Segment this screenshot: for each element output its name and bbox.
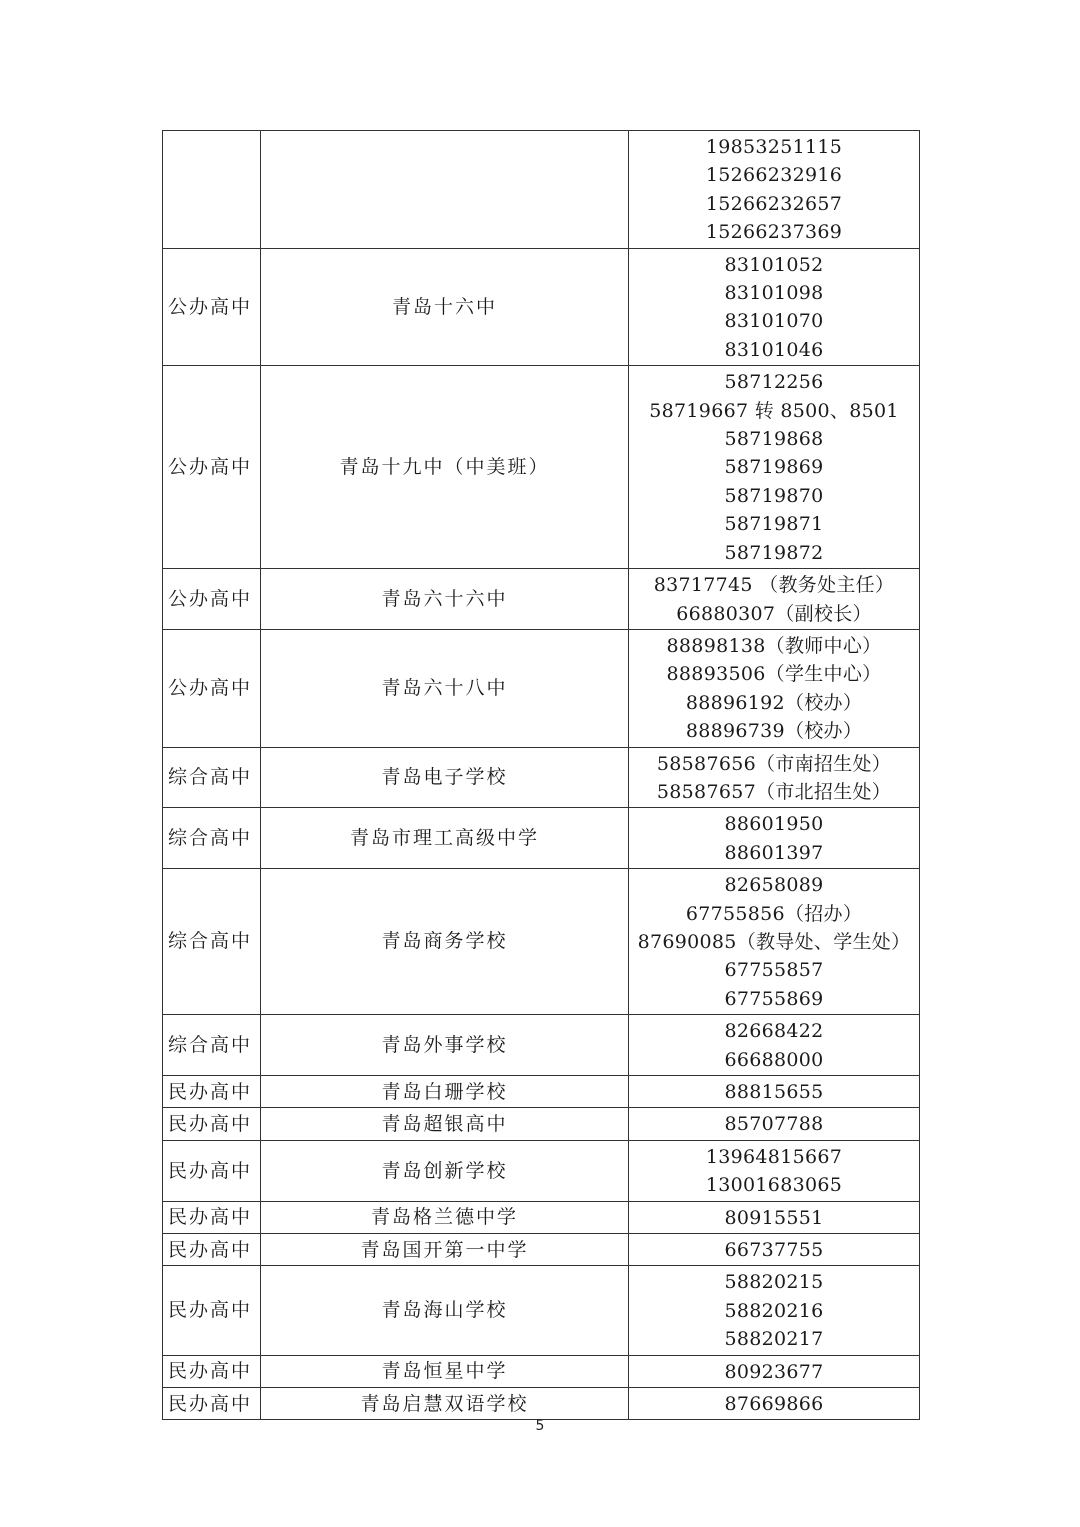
phone-number: 83101070 (724, 310, 824, 333)
phone-number: 83717745 （教务处主任） (653, 574, 895, 597)
phone-cell (629, 248, 920, 366)
phone-cell (629, 366, 920, 569)
table-row (163, 747, 920, 808)
phone-number: 82668422 (724, 1020, 824, 1043)
school-name-cell: 青岛白珊学校 (261, 1076, 629, 1108)
table-row (163, 366, 920, 569)
phone-cell (629, 1015, 920, 1076)
school-name-cell: 青岛海山学校 (261, 1266, 629, 1355)
school-name-cell: 青岛商务学校 (261, 869, 629, 1015)
phone-cell (629, 869, 920, 1015)
phone-number: 87690085（教导处、学生处） (637, 930, 911, 953)
school-type-cell: 民办高中 (163, 1201, 261, 1233)
school-type-cell: 公办高中 (163, 629, 261, 747)
phone-number: 13964815667 (705, 1145, 843, 1168)
phone-number: 88896739（校办） (685, 720, 863, 743)
school-type-cell: 综合高中 (163, 747, 261, 808)
phone-number: 82658089 (724, 874, 824, 897)
phone-number: 80923677 (724, 1360, 824, 1383)
table-row (163, 1388, 920, 1420)
phone-number: 19853251115 (705, 136, 843, 158)
school-type-cell (163, 131, 261, 249)
table-row (163, 131, 920, 249)
phone-number: 88601950 (724, 813, 824, 836)
phone-cell (629, 1355, 920, 1387)
table-row (163, 1234, 920, 1266)
school-type-cell: 民办高中 (163, 1140, 261, 1201)
school-name-cell: 青岛超银高中 (261, 1108, 629, 1140)
table-row (163, 629, 920, 747)
table-row (163, 569, 920, 630)
phone-cell (629, 569, 920, 630)
phone-cell (629, 1234, 920, 1266)
school-name-cell: 青岛恒星中学 (261, 1355, 629, 1387)
phone-number: 15266232916 (705, 164, 843, 187)
phone-number: 83101046 (724, 338, 824, 361)
phone-number: 58719871 (724, 513, 824, 536)
school-type-cell: 民办高中 (163, 1266, 261, 1355)
phone-number: 88896192（校办） (685, 691, 863, 714)
phone-cell (629, 1140, 920, 1201)
phone-number: 58820217 (724, 1328, 824, 1351)
phone-cell (629, 131, 920, 249)
school-type-cell: 民办高中 (163, 1355, 261, 1387)
school-type-cell: 公办高中 (163, 569, 261, 630)
phone-number: 58719869 (724, 456, 824, 479)
phone-cell (629, 1266, 920, 1355)
phone-number: 58719868 (724, 428, 824, 451)
school-name-cell (261, 131, 629, 249)
table-row (163, 1266, 920, 1355)
school-type-cell: 民办高中 (163, 1234, 261, 1266)
school-name-cell: 青岛十九中（中美班） (261, 366, 629, 569)
school-type-cell: 公办高中 (163, 366, 261, 569)
table-row (163, 1015, 920, 1076)
school-name-cell: 青岛六十六中 (261, 569, 629, 630)
phone-number: 58719872 (724, 541, 824, 564)
school-contact-table (162, 130, 920, 1420)
phone-number: 67755857 (724, 959, 824, 982)
school-type-cell: 民办高中 (163, 1108, 261, 1140)
phone-number: 88601397 (724, 841, 824, 864)
table-row (163, 1140, 920, 1201)
school-name-cell: 青岛创新学校 (261, 1140, 629, 1201)
school-name-cell: 青岛六十八中 (261, 629, 629, 747)
phone-cell (629, 1076, 920, 1108)
phone-cell (629, 1108, 920, 1140)
phone-number: 58820215 (724, 1271, 824, 1294)
phone-number: 83101052 (724, 253, 824, 276)
school-type-cell: 综合高中 (163, 808, 261, 869)
school-name-cell: 青岛市理工高级中学 (261, 808, 629, 869)
phone-cell (629, 747, 920, 808)
table-row (163, 1108, 920, 1140)
phone-number: 58712256 (724, 371, 824, 394)
table-row (163, 869, 920, 1015)
school-name-cell: 青岛启慧双语学校 (261, 1388, 629, 1420)
school-name-cell: 青岛电子学校 (261, 747, 629, 808)
phone-number: 88815655 (724, 1081, 824, 1103)
table-row (163, 248, 920, 366)
phone-number: 58719667 转 8500、8501 (649, 399, 899, 422)
phone-number: 87669866 (724, 1393, 824, 1416)
phone-number: 58587657（市北招生处） (656, 780, 892, 803)
phone-cell (629, 808, 920, 869)
table-body (163, 131, 920, 1420)
table-row (163, 1355, 920, 1387)
school-type-cell: 综合高中 (163, 1015, 261, 1076)
phone-number: 66737755 (724, 1239, 824, 1262)
phone-number: 83101098 (724, 282, 824, 305)
phone-number: 13001683065 (705, 1174, 843, 1197)
phone-number: 88898138（教师中心） (666, 634, 882, 657)
table-row (163, 1076, 920, 1108)
school-type-cell: 民办高中 (163, 1388, 261, 1420)
school-name-cell: 青岛十六中 (261, 248, 629, 366)
phone-number: 58587656（市南招生处） (656, 752, 892, 775)
phone-number: 67755856（招办） (685, 902, 863, 925)
phone-number: 85707788 (724, 1113, 824, 1136)
table-row (163, 1201, 920, 1233)
phone-cell (629, 1201, 920, 1233)
school-name-cell: 青岛外事学校 (261, 1015, 629, 1076)
school-type-cell: 公办高中 (163, 248, 261, 366)
page-number: 5 (535, 1418, 545, 1434)
phone-number: 15266237369 (705, 221, 843, 244)
school-name-cell: 青岛国开第一中学 (261, 1234, 629, 1266)
phone-number: 58719870 (724, 484, 824, 507)
school-name-cell: 青岛格兰德中学 (261, 1201, 629, 1233)
phone-number: 15266232657 (705, 192, 843, 215)
phone-cell (629, 1388, 920, 1420)
phone-cell (629, 629, 920, 747)
table-row (163, 808, 920, 869)
phone-number: 88893506（学生中心） (666, 663, 882, 686)
school-type-cell: 民办高中 (163, 1076, 261, 1108)
phone-number: 58820216 (724, 1299, 824, 1322)
phone-number: 80915551 (724, 1206, 824, 1229)
phone-number: 66688000 (724, 1048, 824, 1071)
phone-number: 67755869 (724, 987, 824, 1010)
school-type-cell: 综合高中 (163, 869, 261, 1015)
phone-number: 66880307（副校长） (676, 602, 872, 625)
